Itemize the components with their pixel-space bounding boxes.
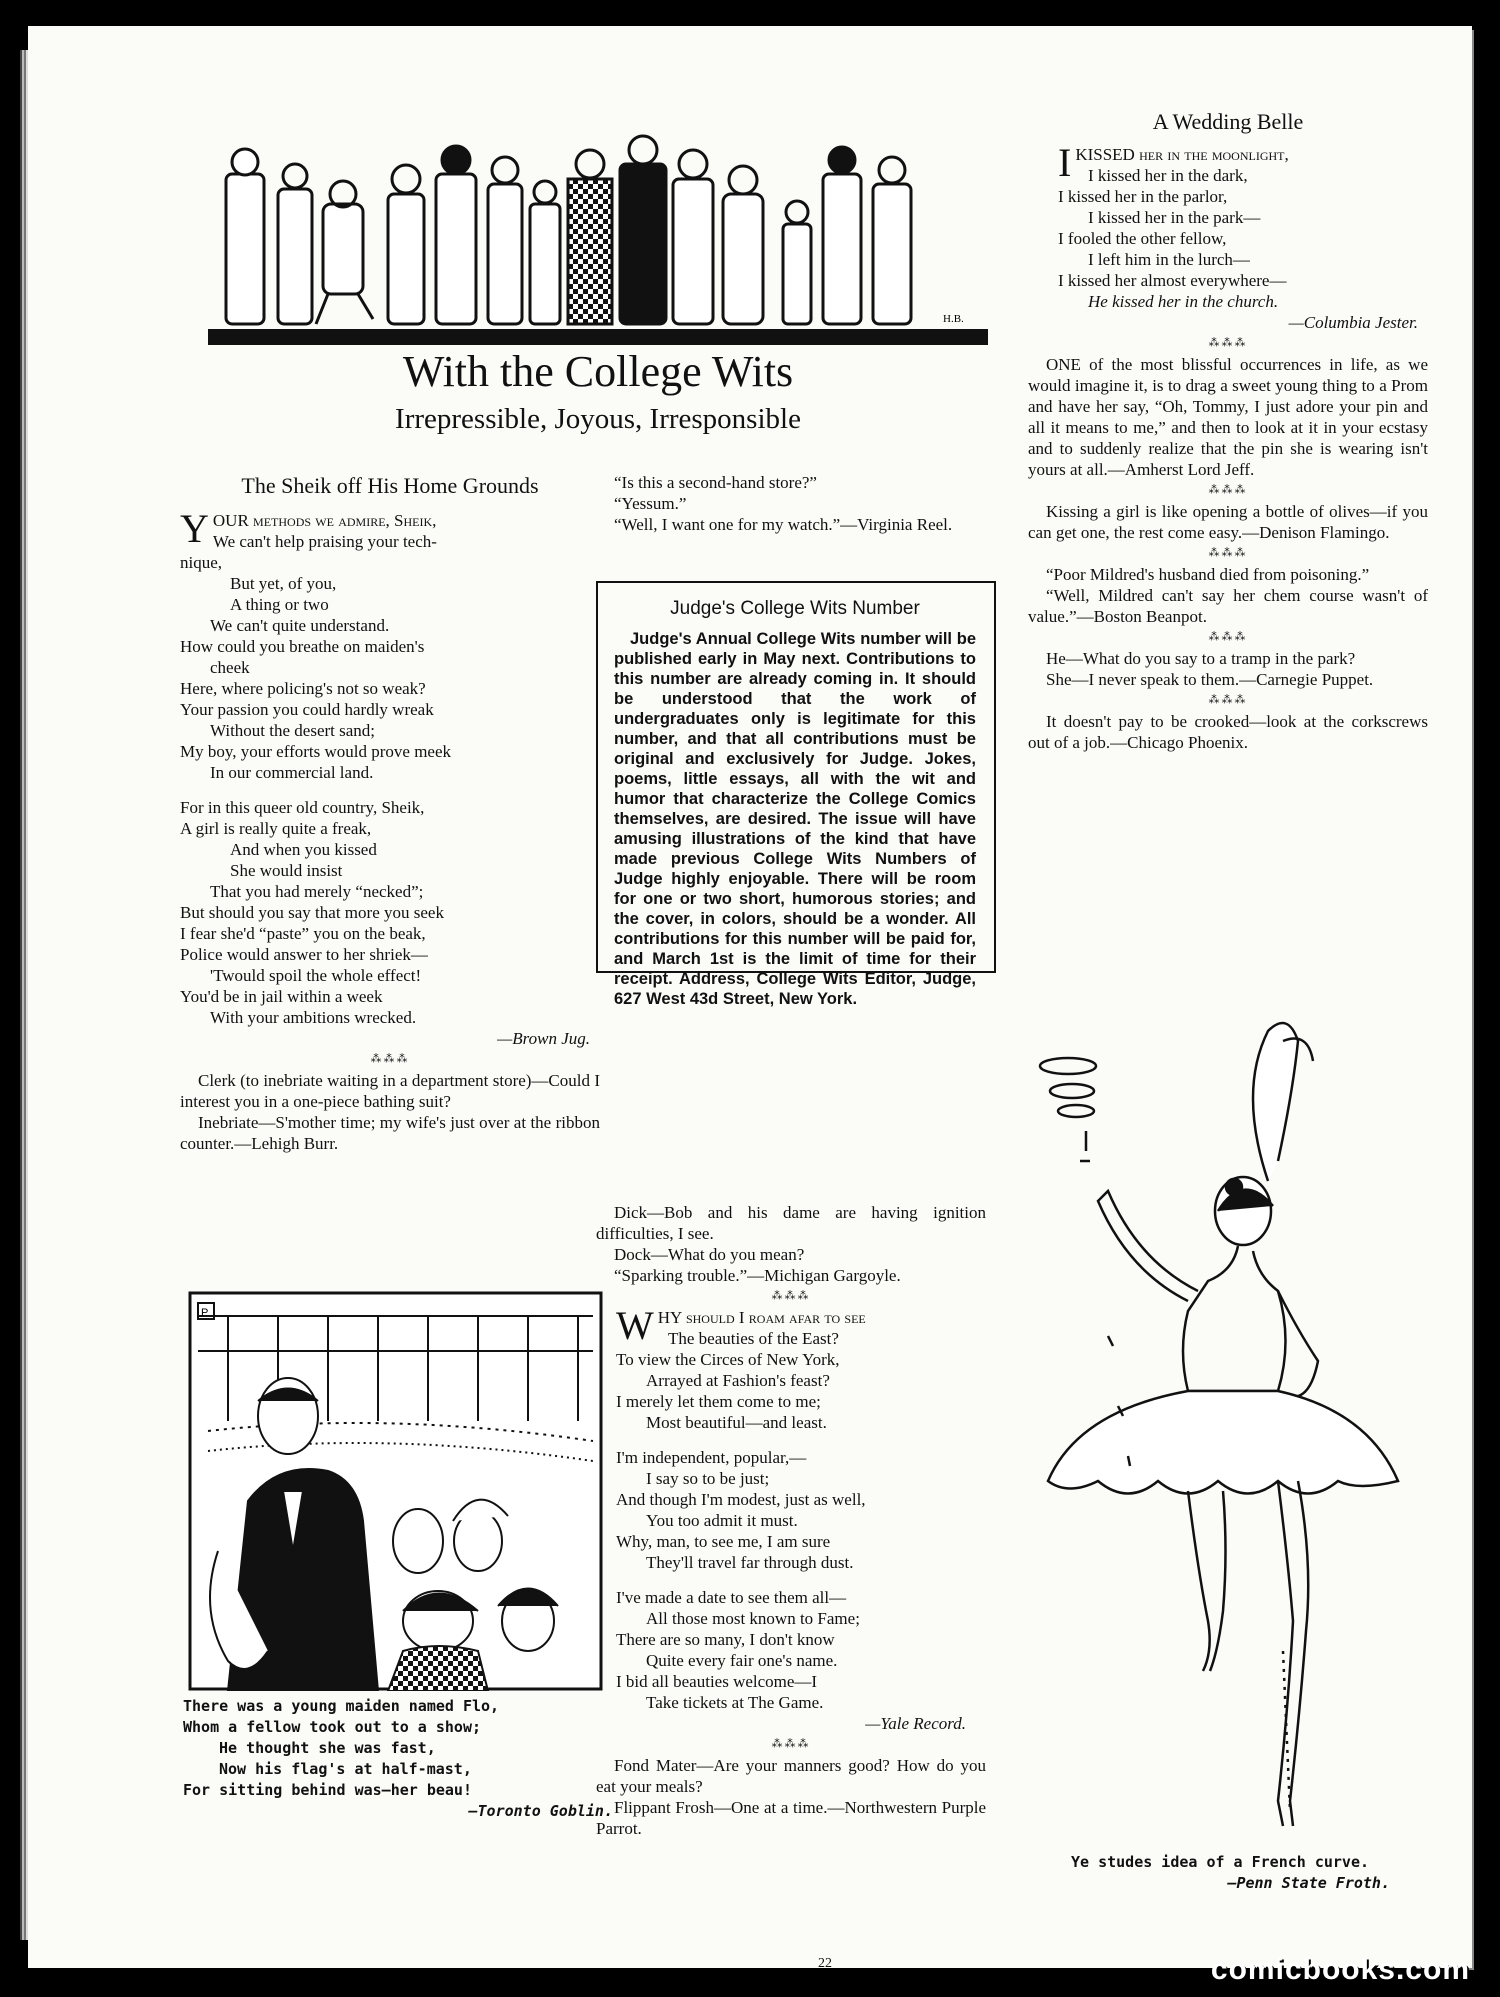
college-wits-announcement bbox=[596, 581, 996, 1008]
separator: ⁂⁂⁂ bbox=[1208, 694, 1248, 706]
separator: ⁂⁂⁂ bbox=[1208, 484, 1248, 496]
sheik-line-3: nique, bbox=[180, 553, 223, 572]
mildred-line-2: “Well, Mildred can't say her chem course wasn't of value.”—Boston Beanpot. bbox=[1028, 586, 1428, 626]
tramp-line-2: She—I never speak to them.—Carnegie Puppet. bbox=[1046, 670, 1374, 689]
wedding-line-1: KISSED her in the moonlight, bbox=[1075, 145, 1289, 164]
sheik-line-24: With your ambitions wrecked. bbox=[210, 1008, 417, 1027]
middle-column-bottom bbox=[596, 1202, 986, 1839]
fondmater-line-1: Fond Mater—Are your manners good? How do you eat your meals? bbox=[596, 1756, 986, 1796]
dropcap-y: Y bbox=[180, 506, 209, 551]
roam-line-17: I bid all beauties welcome—I bbox=[616, 1672, 818, 1691]
wedding-line-3: I kissed her in the parlor, bbox=[1058, 187, 1228, 206]
sheik-line-2: We can't help praising your tech- bbox=[212, 532, 437, 551]
sheik-line-10: Your passion you could hardly wreak bbox=[180, 700, 434, 719]
sheik-line-15: A girl is really quite a freak, bbox=[180, 819, 372, 838]
separator: ⁂⁂⁂ bbox=[1208, 547, 1248, 559]
sheik-line-17: She would insist bbox=[230, 861, 343, 880]
sheik-line-19: But should you say that more you seek bbox=[180, 903, 444, 922]
wedding-poem bbox=[1028, 140, 1428, 333]
sheik-line-11: Without the desert sand; bbox=[210, 721, 376, 740]
sheik-line-1: OUR methods we admire, Sheik, bbox=[212, 511, 437, 530]
flo-line-5: For sitting behind was—her beau! bbox=[183, 1781, 472, 1799]
secondhand-line-1: “Is this a second-hand store?” bbox=[614, 473, 817, 492]
roam-line-18: Take tickets at The Game. bbox=[646, 1693, 824, 1712]
flo-line-2: Whom a fellow took out to a show; bbox=[183, 1718, 482, 1736]
theater-cartoon bbox=[188, 1291, 603, 1691]
roam-line-10: You too admit it must. bbox=[646, 1511, 798, 1530]
flo-line-3: He thought she was fast, bbox=[219, 1739, 436, 1757]
sheik-line-18: That you had merely “necked”; bbox=[210, 882, 424, 901]
roam-line-5: I merely let them come to me; bbox=[616, 1392, 821, 1411]
fondmater-line-2: Flippant Frosh—One at a time.—Northwestern Purple Parrot. bbox=[596, 1798, 986, 1838]
sheik-line-20: I fear she'd “paste” you on the beak, bbox=[180, 924, 426, 943]
roam-line-13: I've made a date to see them all— bbox=[616, 1588, 847, 1607]
sheik-line-22: 'Twould spoil the whole effect! bbox=[210, 966, 422, 985]
roam-line-2: The beauties of the East? bbox=[668, 1329, 839, 1348]
wedding-line-2: I kissed her in the dark, bbox=[1088, 166, 1248, 185]
cartoon-sign: P bbox=[201, 1307, 209, 1319]
sheik-line-9: Here, where policing's not so weak? bbox=[180, 679, 426, 698]
sheik-line-12: My boy, your efforts would prove meek bbox=[180, 742, 452, 761]
sheik-title: The Sheik off His Home Grounds bbox=[241, 473, 539, 498]
separator: ⁂⁂⁂ bbox=[1208, 631, 1248, 643]
roam-line-7: I'm independent, popular,— bbox=[616, 1448, 807, 1467]
roam-line-6: Most beautiful—and least. bbox=[646, 1413, 827, 1432]
middle-column-top bbox=[596, 472, 986, 535]
roam-line-11: Why, man, to see me, I am sure bbox=[616, 1532, 831, 1551]
roam-line-14: All those most known to Fame; bbox=[646, 1609, 860, 1628]
roam-poem bbox=[596, 1303, 986, 1734]
flo-source: —Toronto Goblin. bbox=[468, 1802, 613, 1820]
wedding-source: —Columbia Jester. bbox=[1288, 313, 1418, 332]
page-title: With the College Wits bbox=[402, 347, 794, 396]
corkscrews-joke: It doesn't pay to be crooked—look at the corkscrews out of a job.—Chicago Phoenix. bbox=[1028, 712, 1428, 752]
roam-line-16: Quite every fair one's name. bbox=[646, 1651, 838, 1670]
mildred-line-1: “Poor Mildred's husband died from poisoning.” bbox=[1046, 565, 1370, 584]
ballerina-illustration bbox=[1038, 1011, 1418, 1851]
sheik-poem bbox=[180, 506, 600, 1049]
roam-line-1: HY should I roam afar to see bbox=[657, 1308, 866, 1327]
prom-joke: ONE of the most blissful occurrences in life, as we would imagine it, is to drag a sweet young thing to a Prom and have her say, “Oh, Tommy, I just adore your pin and all it means to me,” and then to look at it in your ecstasy and to suddenly realize that the pin she is wearing isn't yours at all.—Amherst Lord Jeff. bbox=[1028, 355, 1428, 479]
wedding-line-4: I kissed her in the park— bbox=[1088, 208, 1261, 227]
flo-line-4: Now his flag's at half-mast, bbox=[219, 1760, 472, 1778]
facing-page-edge bbox=[1474, 30, 1500, 1970]
french-curve-source: —Penn State Froth. bbox=[1227, 1874, 1390, 1892]
sheik-line-8: cheek bbox=[210, 658, 250, 677]
wedding-title: A Wedding Belle bbox=[1152, 109, 1304, 134]
dropcap-w: W bbox=[616, 1303, 654, 1348]
secondhand-line-3: “Well, I want one for my watch.”—Virginia Reel. bbox=[614, 515, 953, 534]
sheik-source: —Brown Jug. bbox=[497, 1029, 590, 1048]
flo-line-1: There was a young maiden named Flo, bbox=[183, 1697, 500, 1715]
site-watermark: comicbooks.com bbox=[1210, 1953, 1470, 1986]
roam-source: —Yale Record. bbox=[865, 1714, 966, 1733]
roam-line-8: I say so to be just; bbox=[646, 1469, 770, 1488]
wedding-line-8: He kissed her in the church. bbox=[1088, 292, 1279, 311]
roam-line-4: Arrayed at Fashion's feast? bbox=[646, 1371, 830, 1390]
olives-joke: Kissing a girl is like opening a bottle of olives—if you can get one, the rest come easy.—Denison Flamingo. bbox=[1028, 502, 1428, 542]
roam-line-3: To view the Circes of New York, bbox=[616, 1350, 840, 1369]
page-subtitle: Irrepressible, Joyous, Irresponsible bbox=[395, 403, 801, 435]
sheik-line-5: A thing or two bbox=[230, 595, 329, 614]
banner-signature: H.B. bbox=[943, 313, 964, 325]
roam-line-9: And though I'm modest, just as well, bbox=[616, 1490, 866, 1509]
left-column bbox=[180, 472, 600, 1154]
announcement-body: Judge's Annual College Wits number will be published early in May next. Contributions to this number are already coming in. It should be understood that the work of undergraduates only is legitimate for this number, and that all contributions must be original and exclusively for Judge. Jokes, poems, little essays, all with the wit and humor that characterize the College Comics themselves, are desired. The issue will have amusing illustrations of the kind that have made previous College Wits Numbers of Judge highly enjoyable. There will be room for one or two short, humorous stories; and the cover, in colors, should be a wonder. All contributions for this number will be paid for, and March 1st is the limit of time for their receipt. Address, College Wits Editor, Judge, 627 West 43d Street, New York. bbox=[614, 630, 976, 1008]
sheik-line-16: And when you kissed bbox=[230, 840, 377, 859]
announcement-heading: Judge's College Wits Number bbox=[670, 598, 920, 619]
sheik-line-13: In our commercial land. bbox=[210, 763, 374, 782]
separator: ⁂⁂⁂ bbox=[771, 1290, 811, 1302]
french-curve-line: Ye studes idea of a French curve. bbox=[1070, 1853, 1369, 1871]
dick-line-2: Dock—What do you mean? bbox=[614, 1245, 805, 1264]
crowd-banner-illustration bbox=[208, 134, 988, 349]
separator: ⁂⁂⁂ bbox=[1208, 337, 1248, 349]
sheik-line-4: But yet, of you, bbox=[230, 574, 337, 593]
dick-line-3: “Sparking trouble.”—Michigan Gargoyle. bbox=[614, 1266, 901, 1285]
wedding-line-7: I kissed her almost everywhere— bbox=[1058, 271, 1287, 290]
dropcap-i: I bbox=[1058, 140, 1072, 185]
separator: ⁂⁂⁂ bbox=[771, 1738, 811, 1750]
separator: ⁂⁂⁂ bbox=[370, 1053, 410, 1065]
secondhand-line-2: “Yessum.” bbox=[614, 494, 687, 513]
french-curve-caption bbox=[1020, 1852, 1420, 1894]
roam-line-12: They'll travel far through dust. bbox=[646, 1553, 854, 1572]
clerk-joke-1: Clerk (to inebriate waiting in a department store)—Could I interest you in a one-piece bathing suit? bbox=[180, 1071, 600, 1111]
clerk-joke-2: Inebriate—S'mother time; my wife's just over at the ribbon counter.—Lehigh Burr. bbox=[180, 1113, 600, 1153]
sheik-line-23: You'd be in jail within a week bbox=[180, 987, 383, 1006]
dick-line-1: Dick—Bob and his dame are having ignition difficulties, I see. bbox=[596, 1203, 986, 1243]
flo-caption bbox=[183, 1696, 613, 1822]
sheik-line-14: For in this queer old country, Sheik, bbox=[180, 798, 425, 817]
sheik-line-6: We can't quite understand. bbox=[210, 616, 390, 635]
page-number: 22 bbox=[818, 1956, 832, 1971]
wedding-line-6: I left him in the lurch— bbox=[1088, 250, 1250, 269]
wedding-line-5: I fooled the other fellow, bbox=[1058, 229, 1227, 248]
tramp-line-1: He—What do you say to a tramp in the park? bbox=[1046, 649, 1356, 668]
right-column bbox=[1028, 108, 1428, 753]
sheik-line-21: Police would answer to her shriek— bbox=[180, 945, 428, 964]
roam-line-15: There are so many, I don't know bbox=[616, 1630, 835, 1649]
sheik-line-7: How could you breathe on maiden's bbox=[180, 637, 425, 656]
